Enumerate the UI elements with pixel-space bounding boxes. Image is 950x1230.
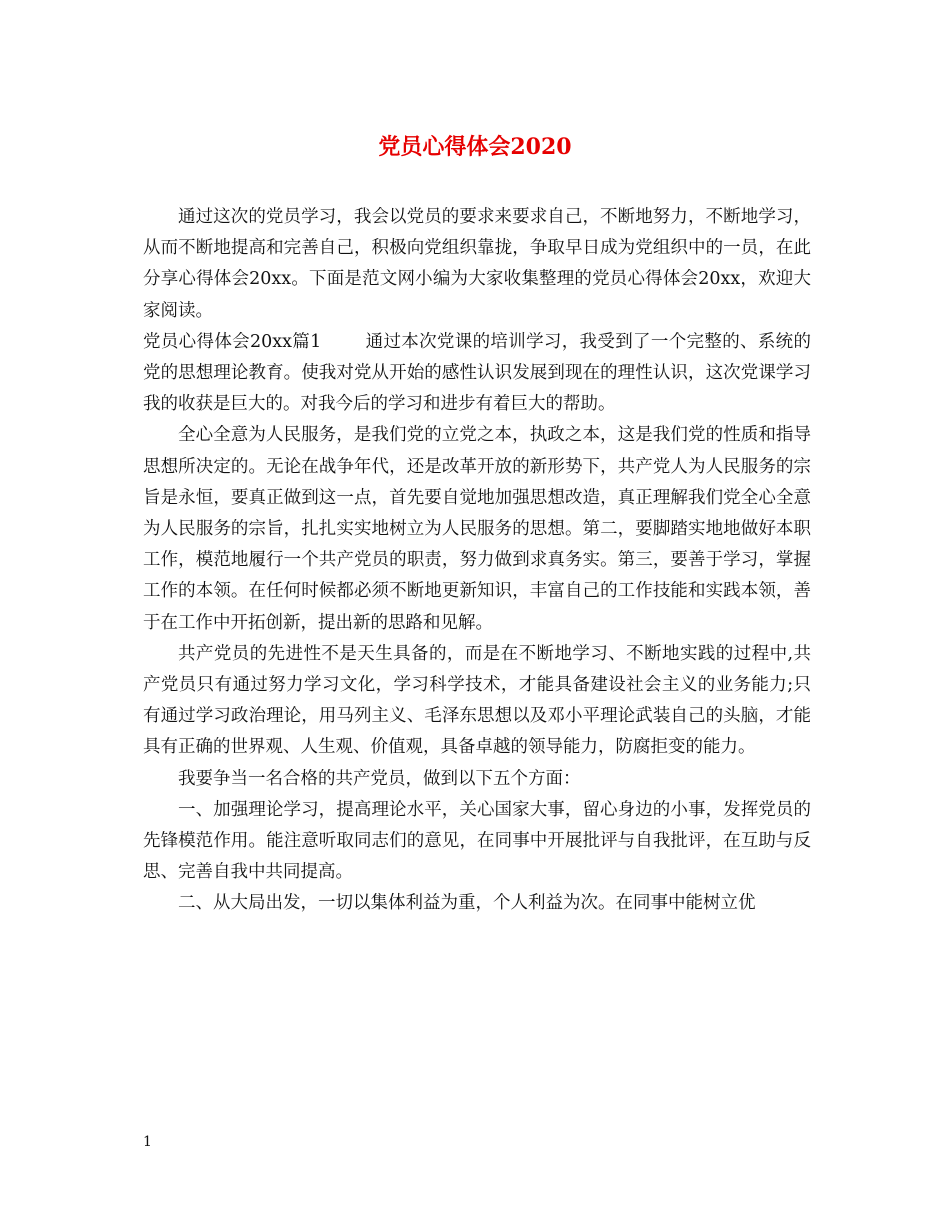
five-aspects-intro: 我要争当一名合格的共产党员，做到以下五个方面： <box>178 768 581 789</box>
service-paragraph: 全心全意为人民服务，是我们党的立党之本，执政之本，这是我们党的性质和指导思想所决定的。无论在战争年代，还是改革开放的新形势下，共产党人为人民服务的宗旨是永恒，要真正做到这一点，首先要自觉地加强思想改造，真正理解我们党全心全意为人民服务的宗旨，扎扎实实地树立为人民服务的思想。第二，要脚踏实地地做好本职工作，模范地履行一个共产党员的职责，努力做到求真务实。第三，要善于学习，掌握工作的本领。在任何时候都必须不断地更新知识，丰富自己的工作技能和实践本领，善于在工作中开拓创新，提出新的思路和见解。 <box>143 425 811 633</box>
page-number: 1 <box>143 1134 152 1150</box>
aspect-one-paragraph: 一、加强理论学习，提高理论水平，关心国家大事，留心身边的小事，发挥党员的先锋模范作用。能注意听取同志们的意见，在同事中开展批评与自我批评，在互助与反思、完善自我中共同提高。 <box>143 799 811 883</box>
advancement-paragraph: 共产党员的先进性不是天生具备的，而是在不断地学习、不断地实践的过程中,共产党员只有通过努力学习文化，学习科学技术，才能具备建设社会主义的业务能力;只有通过学习政治理论，用马列主义、毛泽东思想以及邓小平理论武装自己的头脑，才能具有正确的世界观、人生观、价值观，具备卓越的领导能力，防腐拒变的能力。 <box>143 643 811 758</box>
section-1-paragraph <box>143 327 811 421</box>
document-body <box>143 202 811 920</box>
section-first-paragraph: 通过本次党课的培训学习，我受到了一个完整的、系统的党的思想理论教育。使我对党从开始的感性认识发展到现在的理性认识，这次党课学习我的收获是巨大的。对我今后的学习和进步有着巨大的帮助。 <box>143 331 812 415</box>
aspect-two-paragraph: 二、从大局出发，一切以集体利益为重，个人利益为次。在同事中能树立优 <box>178 893 756 914</box>
section-heading: 党员心得体会20xx篇1 <box>143 331 322 352</box>
document-title: 党员心得体会2020 <box>378 134 572 160</box>
intro-paragraph: 通过这次的党员学习，我会以党员的要求来要求自己，不断地努力，不断地学习，从而不断地提高和完善自己，积极向党组织靠拢，争取早日成为党组织中的一员，在此分享心得体会20xx。下面是范文网小编为大家收集整理的党员心得体会20xx，欢迎大家阅读。 <box>143 207 811 321</box>
